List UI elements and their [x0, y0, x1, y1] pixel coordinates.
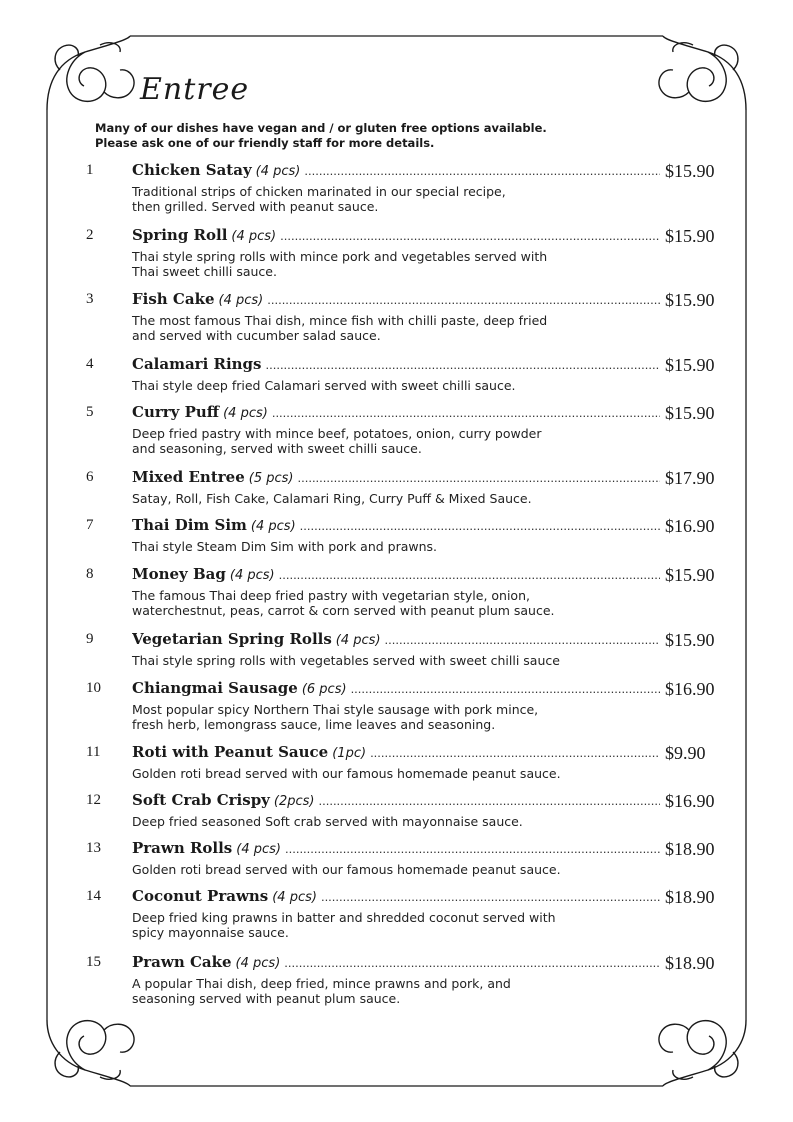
item-quantity: (4 pcs): [236, 842, 281, 857]
item-title-line: [132, 839, 660, 859]
item-name: Thai Dim Sim: [132, 516, 247, 534]
item-description: [132, 702, 612, 732]
description-line: Thai sweet chilli sauce.: [132, 264, 277, 279]
item-title-line: [132, 791, 660, 811]
description-line: and served with cucumber salad sauce.: [132, 328, 381, 343]
item-number: 11: [86, 744, 101, 760]
dot-leader: [319, 793, 661, 808]
item-title-line: [132, 565, 660, 585]
item-price: $9.90: [665, 743, 706, 763]
item-quantity: (4 pcs): [335, 633, 381, 648]
item-description: [132, 313, 612, 343]
item-number: 12: [86, 792, 101, 808]
item-number: 14: [86, 888, 101, 904]
dot-leader: [385, 632, 660, 647]
description-line: Golden roti bread served with our famous homemade peanut sauce.: [132, 862, 561, 877]
dot-leader: [304, 163, 660, 178]
dot-leader: [280, 228, 660, 243]
item-name: Vegetarian Spring Rolls: [132, 630, 332, 648]
item-price: $16.90: [665, 791, 715, 811]
item-description: [132, 588, 612, 618]
item-quantity: (4 pcs): [255, 164, 301, 179]
description-line: Traditional strips of chicken marinated in our special recipe,: [132, 184, 506, 199]
item-quantity: (4 pcs): [218, 293, 264, 308]
section-title: Entree: [140, 72, 250, 107]
item-number: 10: [86, 680, 101, 696]
description-line: Most popular spicy Northern Thai style sausage with pork mince,: [132, 702, 539, 717]
item-title-line: [132, 355, 660, 375]
item-description: [132, 653, 612, 668]
item-name: Prawn Cake: [132, 953, 232, 971]
item-quantity: (5 pcs): [248, 471, 294, 486]
item-description: [132, 766, 612, 781]
item-description: [132, 539, 612, 554]
item-name: Mixed Entree: [132, 468, 245, 486]
item-title-line: [132, 468, 660, 488]
item-price: $18.90: [665, 887, 715, 907]
item-description: [132, 491, 612, 506]
corner-ornament-bottom-right: [659, 1020, 746, 1086]
item-name: Fish Cake: [132, 290, 215, 308]
item-name: Roti with Peanut Sauce: [132, 743, 329, 761]
description-line: Deep fried king prawns in batter and shredded coconut served with: [132, 910, 556, 925]
item-name: Coconut Prawns: [132, 887, 269, 905]
dot-leader: [266, 357, 661, 372]
dot-leader: [272, 405, 660, 420]
item-price: $18.90: [665, 953, 715, 973]
item-price: $15.90: [665, 161, 715, 181]
description-line: fresh herb, lemongrass sauce, lime leaves and seasoning.: [132, 717, 496, 732]
item-description: [132, 184, 612, 214]
item-title-line: [132, 679, 660, 699]
item-title-line: [132, 161, 660, 181]
item-number: 4: [86, 356, 94, 372]
item-title-line: [132, 403, 660, 423]
item-number: 6: [86, 469, 94, 485]
notice-line: Many of our dishes have vegan and / or gluten free options available.: [95, 121, 547, 135]
description-line: Satay, Roll, Fish Cake, Calamari Ring, Curry Puff & Mixed Sauce.: [132, 491, 532, 506]
item-name: Chicken Satay: [132, 161, 252, 179]
item-description: [132, 814, 612, 829]
item-price: $17.90: [665, 468, 715, 488]
description-line: Thai style spring rolls with vegetables served with sweet chilli sauce: [132, 653, 560, 668]
item-number: 15: [86, 954, 101, 970]
item-title-line: [132, 516, 660, 536]
item-title-line: [132, 743, 660, 763]
description-line: waterchestnut, peas, carrot & corn served with peanut plum sauce.: [132, 603, 555, 618]
item-name: Calamari Rings: [132, 355, 262, 373]
item-price: $15.90: [665, 226, 715, 246]
item-number: 7: [86, 517, 94, 533]
item-number: 3: [86, 291, 94, 307]
item-price: $18.90: [665, 839, 715, 859]
description-line: The famous Thai deep fried pastry with vegetarian style, onion,: [132, 588, 530, 603]
item-description: [132, 249, 612, 279]
dot-leader: [284, 955, 660, 970]
description-line: Thai style Steam Dim Sim with pork and prawns.: [132, 539, 438, 554]
description-line: Thai style deep fried Calamari served with sweet chilli sauce.: [132, 378, 516, 393]
description-line: Golden roti bread served with our famous homemade peanut sauce.: [132, 766, 561, 781]
item-number: 5: [86, 404, 94, 420]
item-price: $15.90: [665, 565, 715, 585]
description-line: then grilled. Served with peanut sauce.: [132, 199, 379, 214]
item-name: Soft Crab Crispy: [132, 791, 270, 809]
item-description: [132, 862, 612, 877]
item-quantity: (4 pcs): [272, 890, 317, 905]
item-title-line: [132, 226, 660, 246]
dot-leader: [279, 567, 660, 582]
item-title-line: [132, 290, 660, 310]
description-line: Deep fried seasoned Soft crab served with mayonnaise sauce.: [132, 814, 523, 829]
item-price: $15.90: [665, 290, 715, 310]
item-description: [132, 910, 612, 940]
item-number: 1: [86, 162, 94, 178]
item-price: $16.90: [665, 516, 715, 536]
description-line: Deep fried pastry with mince beef, potatoes, onion, curry powder: [132, 426, 542, 441]
item-number: 8: [86, 566, 94, 582]
item-title-line: [132, 887, 660, 907]
item-description: [132, 976, 612, 1006]
item-name: Prawn Rolls: [132, 839, 233, 857]
corner-ornament-bottom-left: [47, 1020, 134, 1086]
item-quantity: (4 pcs): [229, 568, 275, 583]
dot-leader: [298, 470, 661, 485]
dot-leader: [300, 518, 660, 533]
item-description: [132, 426, 612, 456]
dot-leader: [285, 841, 660, 856]
corner-ornament-top-left: [47, 36, 134, 110]
item-name: Chiangmai Sausage: [132, 679, 298, 697]
item-title-line: [132, 630, 660, 650]
description-line: A popular Thai dish, deep fried, mince prawns and pork, and: [132, 976, 511, 991]
item-quantity: (4 pcs): [235, 956, 281, 971]
item-quantity: (6 pcs): [301, 682, 347, 697]
description-line: spicy mayonnaise sauce.: [132, 925, 289, 940]
item-quantity: (4 pcs): [223, 406, 268, 421]
item-quantity: (4 pcs): [250, 519, 296, 534]
dot-leader: [370, 745, 660, 760]
item-number: 13: [86, 840, 101, 856]
item-name: Curry Puff: [132, 403, 220, 421]
description-line: seasoning served with peanut plum sauce.: [132, 991, 401, 1006]
item-quantity: (4 pcs): [231, 229, 277, 244]
item-description: [132, 378, 612, 393]
item-quantity: (1pc): [332, 746, 367, 761]
dietary-notice: [95, 121, 695, 151]
dot-leader: [267, 292, 660, 307]
dot-leader: [321, 889, 660, 904]
item-name: Spring Roll: [132, 226, 228, 244]
item-title-line: [132, 953, 660, 973]
item-quantity: (2pcs): [273, 794, 315, 809]
item-price: $16.90: [665, 679, 715, 699]
item-price: $15.90: [665, 630, 715, 650]
notice-line: Please ask one of our friendly staff for more details.: [95, 136, 435, 150]
dot-leader: [351, 681, 660, 696]
corner-ornament-top-right: [659, 36, 746, 110]
item-number: 2: [86, 227, 94, 243]
item-name: Money Bag: [132, 565, 226, 583]
item-price: $15.90: [665, 403, 715, 423]
description-line: and seasoning, served with sweet chilli sauce.: [132, 441, 422, 456]
item-number: 9: [86, 631, 94, 647]
item-price: $15.90: [665, 355, 715, 375]
description-line: The most famous Thai dish, mince fish with chilli paste, deep fried: [132, 313, 548, 328]
description-line: Thai style spring rolls with mince pork and vegetables served with: [132, 249, 548, 264]
